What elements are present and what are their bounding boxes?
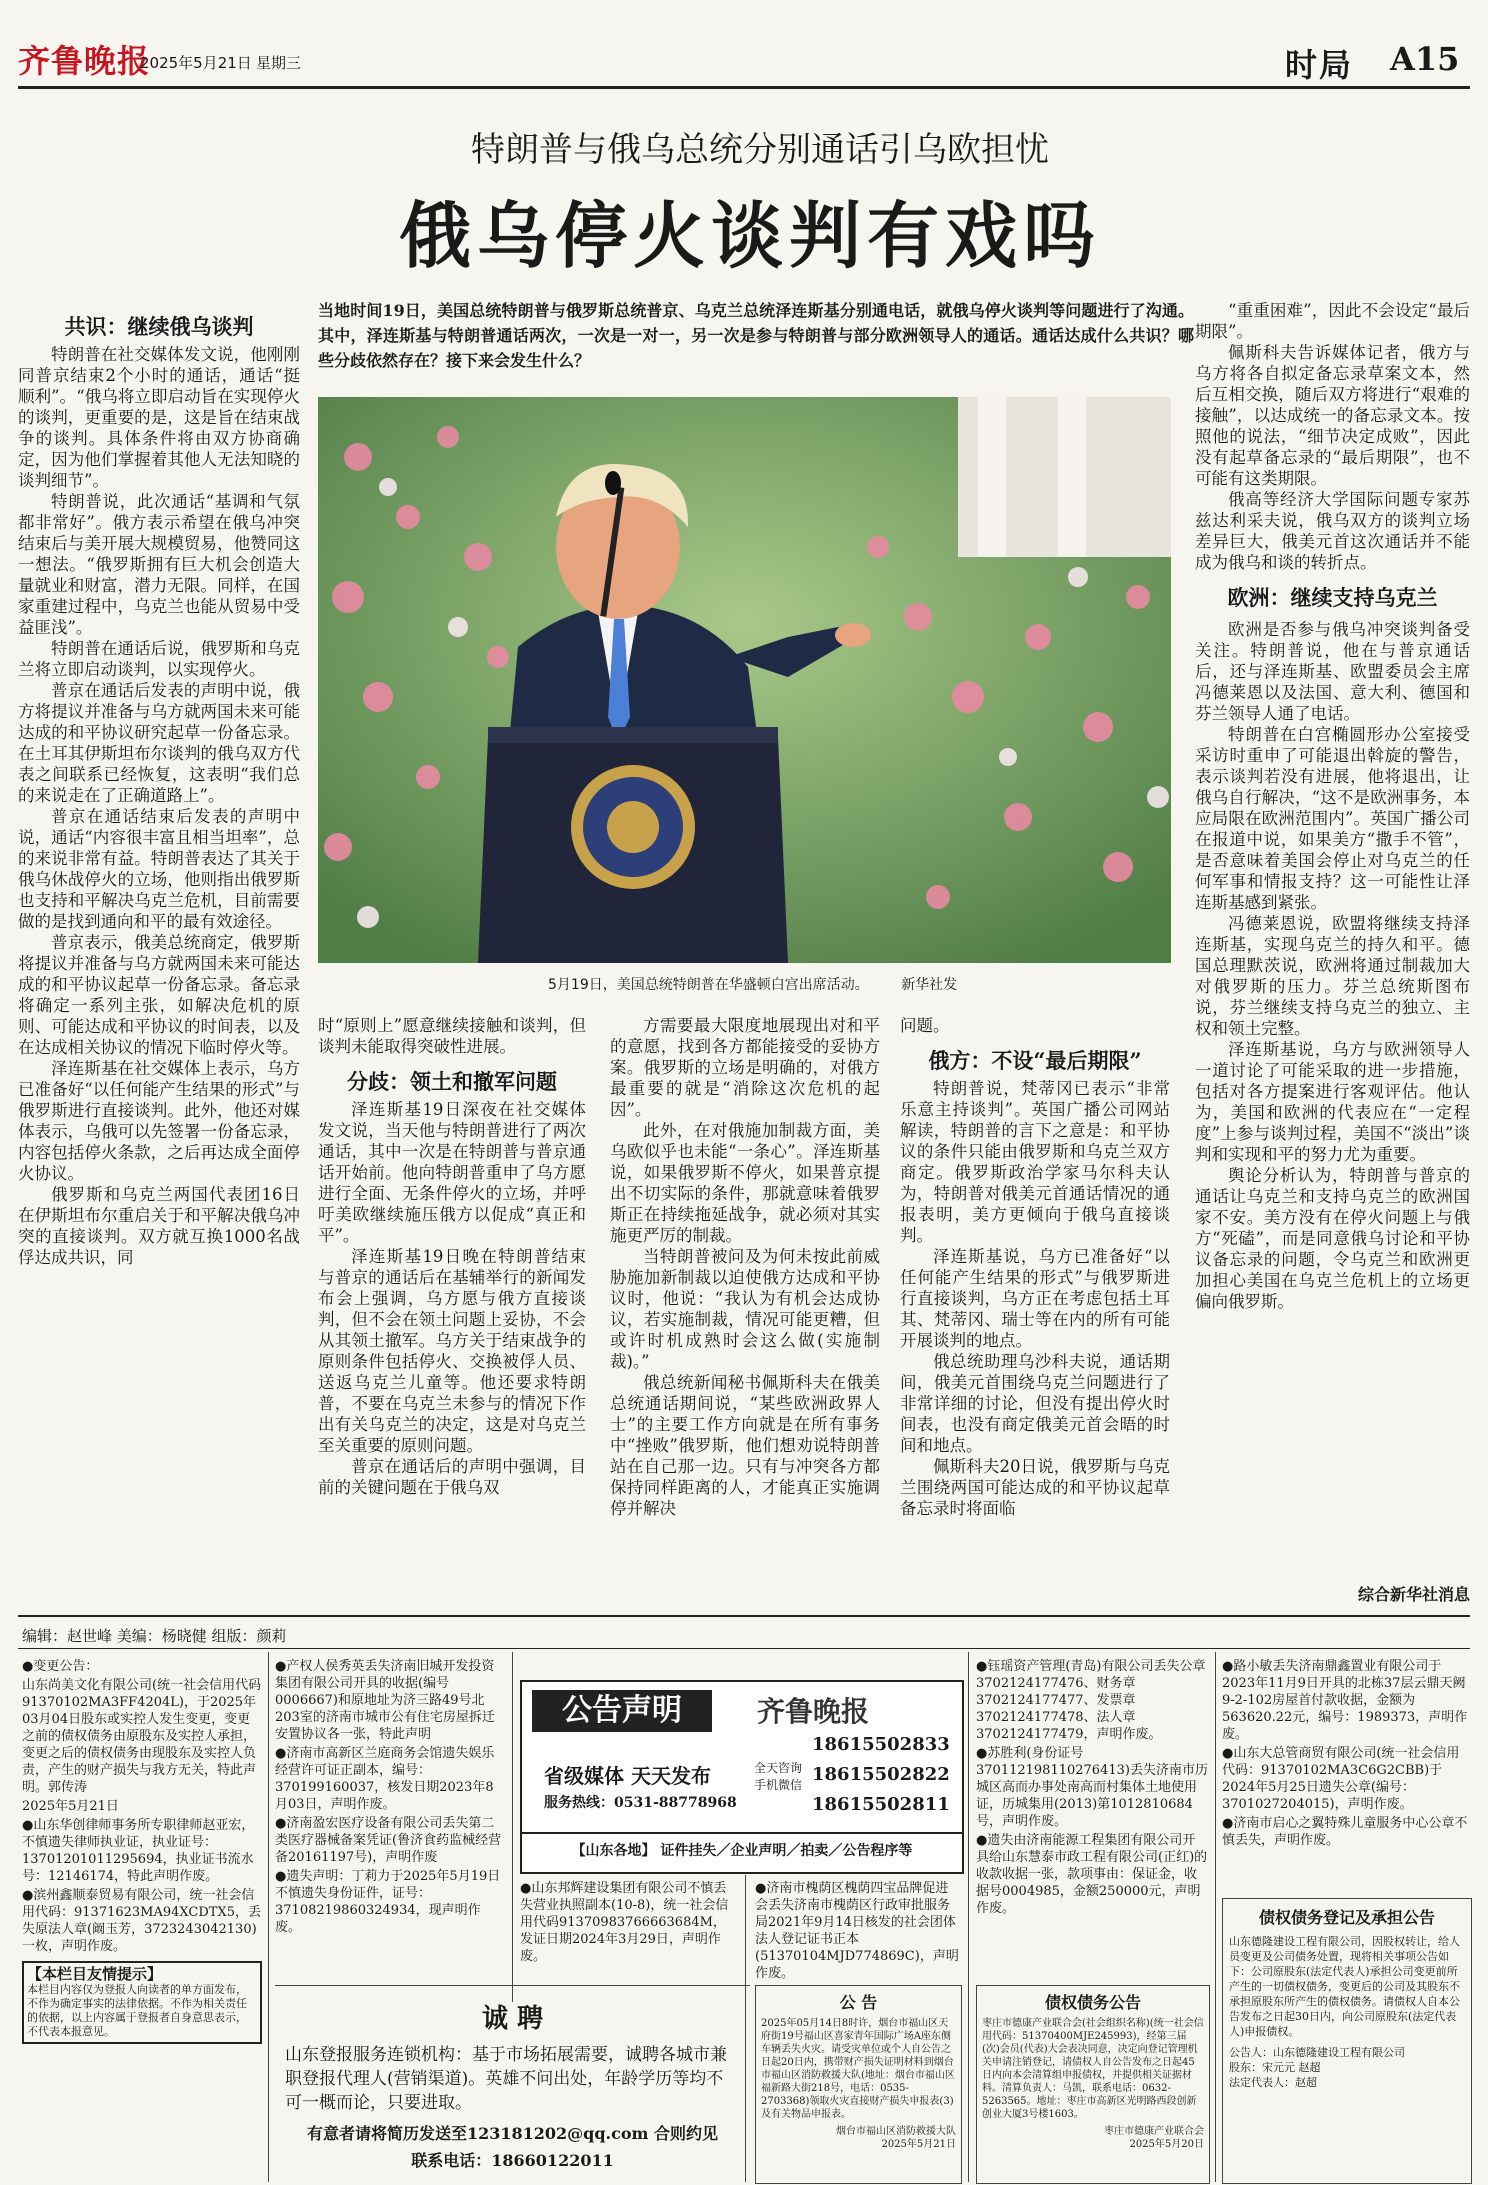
notice-ad-consult: 全天咨询 手机微信	[754, 1761, 803, 1792]
c4-paragraph: 俄总统助理乌沙科夫说，通话期间，俄美元首围绕乌克兰问题进行了非常详细的讨论，但没有提出停火时间表，也没有商定俄美元首会晤的时间和地点。	[900, 1352, 1170, 1455]
subhead-europe: 欧洲：继续支持乌克兰	[1227, 585, 1438, 610]
debt2-notice-text: 山东德隆建设工程有限公司，因股权转让，给人员变更及公司债务处置，现将相关事项公告如下：公司原股东(法定代表人)承担公司变更前所产生的一切债权债务，变更后的公司及其股东不承担原股东所产生的债权债务。请债权人自本公告发布之日起30日内，向公司原股东(法定代表人)申报债权。	[1229, 1935, 1460, 2038]
c1-paragraph: 普京表示，俄美总统商定，俄罗斯将提议并准备与乌方就两国未来可能达成的和平协议起草一份备忘录。备忘录将确定一系列主张，如解决危机的原则、可能达成和平协议的时间表，以及在达成相关协议的情况下临时停火等。	[18, 933, 300, 1057]
notice-ad-phones	[812, 1730, 950, 1820]
ads-divider	[512, 1652, 513, 2002]
c4-paragraph: 佩斯科夫20日说，俄罗斯与乌克兰围绕两国可能达成的和平协议起草备忘录时将面临	[900, 1457, 1170, 1518]
notice-ad-footer: 【山东各地】 证件挂失／企业声明／拍卖／公告程序等	[522, 1832, 962, 1868]
notice-ad-brand: 齐鲁晚报	[757, 1695, 870, 1728]
notice-box	[22, 1961, 262, 2044]
c5-paragraph: “重重困难”，因此不会设定“最后期限”。	[1195, 301, 1470, 341]
recruit-title: 诚 聘	[481, 2004, 544, 2034]
c1-paragraph: 普京在通话结束后发表的声明中说，通话“内容很丰富且相当坦率”，总的来说非常有益。特朗普表达了其关于俄乌休战停火的立场，他则指出俄罗斯也支持和平解决乌克兰危机，目前需要做的是找到通向和平的最有效途径。	[18, 807, 300, 931]
column-4-top: 问题。	[900, 1016, 950, 1035]
notice-ad-hotline: 服务热线：0531-88778968	[544, 1795, 737, 1811]
footer-rule	[18, 1615, 1470, 1617]
subhead-differences: 分歧：领土和撤军问题	[347, 1069, 557, 1094]
ads-divider	[268, 1652, 269, 2182]
ad1-paragraph: ●变更公告：	[22, 1659, 99, 1674]
c3-paragraph: 方需要最大限度地展现出对和平的意愿，找到各方都能接受的妥协方案。俄罗斯的立场是明确的，对俄方最重要的就是“消除这次危机的起因”。	[610, 1016, 880, 1119]
ad4-paragraph: ●遗失由济南能源工程集团有限公司开具给山东慧泰市政工程有限公司(正红)的收款收据一张，款项事由：保证金，收据号0004985，金额250000元，声明作废。	[976, 1833, 1208, 1916]
column-4-body	[900, 1078, 1170, 1519]
column-2-top: 时“原则上”愿意继续接触和谈判，但谈判未能取得突破性进展。	[318, 1016, 586, 1056]
c1-paragraph: 特朗普在社交媒体发文说，他刚刚同普京结束2个小时的通话，通话“挺顺利”。“俄乌将立即启动旨在实现停火的谈判，更重要的是，这是旨在结束战争的谈判。具体条件将由双方协商确定，因为他们掌握着其他人无法知晓的谈判细节”。	[18, 345, 300, 490]
c3-paragraph: 俄总统新闻秘书佩斯科夫在俄美总统通话期间说，“某些欧洲政界人士”的主要工作方向就是在所有事务中“挫败”俄罗斯，他们想劝说特朗普站在自己那一边。只有与冲突各方都保持同样距离的人，才能真正实施调停并解决	[610, 1373, 880, 1518]
ad1-paragraph: 山东尚美文化有限公司(统一社会信用代码91370102MA3FF4204L)，于2025年03月04日股东或实控人发生变更，变更之前的债权债务由原股东及实控人承担，变更之后的债权债务由现股东及实控人负责，产生的财产损失与我方无关，特此声明。郭传涛	[22, 1678, 262, 1795]
notice-text: 本栏目内容仅为登报人向读者的单方面发布，不作为确定事实的法律依据。不作为相关责任的依据，以上内容属于登报者自身意思表示，不代表本报意见。	[27, 1983, 247, 2038]
article-photo	[318, 397, 1171, 963]
section-name: 时局	[1285, 46, 1354, 84]
debt-notice-title: 债权债务公告	[1044, 1993, 1141, 2012]
debt2-notice-sign: 公告人：山东德隆建设工程有限公司 股东：宋元元 赵超 法定代表人：赵超	[1229, 2046, 1405, 2089]
debt2-notice	[1222, 1898, 1472, 2184]
debt-notice-sign: 枣庄市德康产业联合会 2025年5月20日	[1104, 2126, 1204, 2150]
ads-divider	[968, 1652, 969, 2182]
c4-paragraph: 特朗普说，梵蒂冈已表示“非常乐意主持谈判”。英国广播公司网站解读，特朗普的言下之意是：和平协议的条件只能由俄罗斯和乌克兰双方商定。俄罗斯政治学家马尔科夫认为，特朗普对俄美元首通话情况的通报表明，美方更倾向于俄乌直接谈判。	[900, 1079, 1170, 1245]
subhead-consensus: 共识：继续俄乌谈判	[64, 314, 254, 339]
issue-weekday: 星期三	[256, 54, 302, 72]
column-5-body	[1195, 300, 1470, 573]
recruit-ad	[275, 1985, 750, 2183]
column-3	[610, 1015, 880, 1519]
ad1-paragraph: ●滨州鑫顺泰贸易有限公司，统一社会信用代码：91371623MA94XCDTX5，丢失原法人章(阚玉芳，3723243042130)一枚，声明作废。	[22, 1888, 262, 1954]
article-lead: 当地时间19日，美国总统特朗普与俄罗斯总统普京、乌克兰总统泽连斯基分别通电话，就俄乌停火谈判等问题进行了沟通。其中，泽连斯基与特朗普通话两次，一次是一对一，另一次是参与特朗普与部分欧洲领导人的通话。通话达成什么共识？哪些分歧依然存在？接下来会发生什么？	[318, 301, 1194, 370]
c3-paragraph: 此外，在对俄施加制裁方面，美乌欧似乎也未能“一条心”。泽连斯基说，如果俄罗斯不停火，如果普京提出不切实际的条件，那就意味着俄罗斯正在持续拖延战争，就必须对其实施更严厉的制裁。	[610, 1121, 880, 1245]
c1-paragraph: 普京在通话后发表的声明中说，俄方将提议并准备与乌方就两国未来可能达成的和平协议研究起草一份备忘录。在土耳其伊斯坦布尔谈判的俄乌双方代表之间联系已经恢复，这表明“我们总的来说走在了正确道路上”。	[18, 681, 300, 805]
c5b-paragraph: 特朗普在白宫椭圆形办公室接受采访时重申了可能退出斡旋的警告，表示谈判若没有进展，他将退出，让俄乌自行解决，“这不是欧洲事务，本应局限在欧洲范围内”。英国广播公司在报道中说，如果美方“撒手不管”，是否意味着美国会停止对乌克兰的任何军事和情报支持？这一可能性让泽连斯基感到紧张。	[1195, 725, 1470, 912]
ad2-paragraph: ●济南市高新区兰庭商务会馆遗失娱乐经营许可证正副本，编号：370199160037，核发日期2023年8月03日，声明作废。	[275, 1746, 495, 1812]
notice-ad-phone: 18615502822	[812, 1764, 950, 1785]
issue-date: 2025年5月21日	[140, 54, 252, 72]
column-4	[900, 1015, 1170, 1519]
recruit-contact: 有意者请将简历发送至123181202@qq.com 合则约见	[306, 2124, 719, 2143]
debt-notice-text: 枣庄市德康产业联合会(社会组织名称)(统一社会信用代码：51370400MJE245993)，经第三届(次)会员(代表)大会表决同意，决定向登记管理机关申请注销登记，请债权人自公告发布之日起45日内向本会清算组申报债权，并提供相关证据材料。清算负责人：马凯，联系电话：0632-5263565。地址：枣庄市高新区光明路西段创新创业大厦3号楼1603。	[982, 2018, 1204, 2120]
ad4-paragraph: ●苏胜利(身份证号370112198110276413)丢失济南市历城区高而办事处南高而村集体土地使用证，历城集用(2013)第1012810684号，声明作废。	[976, 1746, 1208, 1829]
fire-notice-title: 公 告	[839, 1993, 878, 2012]
c1-paragraph: 泽连斯基在社交媒体上表示，乌方已准备好“以任何能产生结果的形式”与俄罗斯进行直接谈判。此外，他还对媒体表示，乌俄可以先签署一份备忘录，内容包括停火条款，之后再达成全面停火协议。	[18, 1059, 300, 1183]
c1-paragraph: 特朗普说，此次通话“基调和气氛都非常好”。俄方表示希望在俄乌冲突结束后与美开展大规模贸易，他赞同这一想法。“俄罗斯拥有巨大机会创造大量就业和财富，潜力无限。同样，在国家重建过程中，乌克兰也能从贸易中受益匪浅”。	[18, 492, 300, 637]
c3-paragraph: 当特朗普被问及为何未按此前威胁施加新制裁以迫使俄方达成和平协议时，他说：“我认为有机会达成协议，若实施制裁，情况可能更糟，但或许时机成熟时会这么做(实施制裁)。”	[610, 1247, 880, 1371]
mid-ad-2-text: ●济南市槐荫区槐荫四宝品牌促进会丢失济南市槐荫区行政审批服务局2021年9月14日核发的社会团体法人登记证书正本(51370104MJD774869C)，声明作废。	[755, 1881, 959, 1981]
column-1	[18, 310, 300, 1268]
page-number: A15	[1390, 40, 1460, 78]
c5b-paragraph: 舆论分析认为，特朗普与普京的通话让乌克兰和支持乌克兰的欧洲国家不安。美方没有在停火问题上与俄方“死磕”，而是同意俄乌讨论和平协议备忘录的问题，令乌克兰和欧洲更加担心美国在乌克兰危机上的立场更偏向俄罗斯。	[1195, 1166, 1470, 1311]
recruit-phone: 联系电话：18660122011	[411, 2151, 614, 2170]
ads-column-1	[22, 1658, 262, 2044]
c5b-paragraph: 欧洲是否参与俄乌冲突谈判备受关注。特朗普说，他在与普京通话后，还与泽连斯基、欧盟委员会主席冯德莱恩以及法国、意大利、德国和芬兰领导人通了电话。	[1195, 620, 1470, 723]
ads-column-2	[275, 1658, 505, 1938]
notice-ad-box	[520, 1680, 964, 1874]
column-3-body	[610, 1015, 880, 1519]
masthead-logo: 齐鲁晚报	[18, 42, 151, 80]
article-kicker: 特朗普与俄乌总统分别通话引乌欧担忧	[471, 130, 1049, 170]
c4-paragraph: 泽连斯基说，乌方已准备好“以任何能产生结果的形式”与俄罗斯进行直接谈判，乌方正在考虑包括土耳其、梵蒂冈、瑞士等在内的所有可能开展谈判的地点。	[900, 1247, 1170, 1350]
c1-paragraph: 特朗普在通话后说，俄罗斯和乌克兰将立即启动谈判，以实现停火。	[18, 639, 300, 679]
mid-ad-1	[520, 1880, 738, 1967]
column-5	[1195, 300, 1470, 1312]
header-rule	[18, 86, 1470, 89]
ads-divider	[1215, 1652, 1216, 2182]
c5b-paragraph: 泽连斯基说，乌方与欧洲领导人一道讨论了可能采取的进一步措施，包括对各方提案进行客观评估。他认为，美国和欧洲的代表应在“一定程度”上参与谈判过程，美国不“淡出”谈判和实现和平的努力尤为重要。	[1195, 1040, 1470, 1164]
ad2-paragraph: ●遗失声明：丁莉力于2025年5月19日不慎遗失身份证件，证号：37108219860324934，现声明作废。	[275, 1869, 501, 1935]
fire-notice	[755, 1985, 962, 2184]
photo-caption	[318, 974, 1171, 994]
notice-ad-phone: 18615502811	[812, 1794, 950, 1815]
ads-column-4	[976, 1658, 1208, 1919]
notice-ad-phone: 18615502833	[812, 1734, 950, 1755]
c2-paragraph: 泽连斯基19日晚在特朗普结束与普京的通话后在基辅举行的新闻发布会上强调，乌方愿与俄方直接谈判，但不会在领土问题上妥协，不会从其领土撤军。乌方关于结束战争的原则条件包括停火、交换被俘人员、送返乌克兰儿童等。他还要求特朗普，不要在乌克兰未参与的情况下作出有关乌克兰的决定，这是对乌克兰至关重要的原则问题。	[318, 1247, 586, 1455]
c5-paragraph: 俄高等经济大学国际问题专家苏兹达利采夫说，俄乌双方的谈判立场差异巨大，俄美元首这次通话并不能成为俄乌和谈的转折点。	[1195, 490, 1470, 572]
ad1-paragraph: ●山东华创律师事务所专职律师赵亚宏，不慎遗失律师执业证，执业证号：13701201011295694，执业证书流水号：12146174，特此声明作废。	[22, 1818, 255, 1884]
article-byline: 综合新华社消息	[1357, 1585, 1470, 1604]
notice-ad-title: 公告声明	[532, 1690, 712, 1732]
fire-notice-sign: 烟台市福山区消防救援大队 2025年5月21日	[836, 2126, 956, 2150]
caption-credit: 新华社发	[901, 977, 958, 993]
ad2-paragraph: ●济南盈宏医疗设备有限公司丢失第二类医疗器械备案凭证(鲁济食药监械经营备20161197号)，声明作废	[275, 1816, 502, 1865]
ad5-paragraph: ●路小敏丢失济南鼎鑫置业有限公司于2023年11月9日开具的北栋37层云鼎天阙9-2-102房屋首付款收据，金额为563620.22元，编号：1989373，声明作废。	[1222, 1659, 1468, 1742]
column-2	[318, 1015, 586, 1498]
column-1-body	[18, 344, 300, 1268]
c5b-paragraph: 冯德莱恩说，欧盟将继续支持泽连斯基，实现乌克兰的持久和平。德国总理默茨说，欧洲将通过制裁加大对俄罗斯的压力。芬兰总统斯图布说，芬兰继续支持乌克兰的独立、主权和领土完整。	[1195, 914, 1470, 1038]
ad2-paragraph: ●产权人侯秀英丢失济南旧城开发投资集团有限公司开具的收据(编号0006667)和原地址为济三路49号北203室的济南市城市公有住宅房屋拆迁安置协议各一张，特此声明	[275, 1659, 495, 1742]
editors-line: 编辑：赵世峰 美编：杨晓健 组版：颜莉	[22, 1627, 287, 1645]
ad4-paragraph: ●钰瑶资产管理(青岛)有限公司丢失公章3702124177476、财务章3702124177477、发票章3702124177478、法人章3702124177479，声明作废。	[976, 1659, 1206, 1742]
recruit-text: 山东登报服务连锁机构：基于市场拓展需要，诚聘各城市兼职登报代理人(营销渠道)。英雄不问出处，年龄学历等均不可一概而论，只要进取。	[285, 2045, 727, 2113]
debt-notice	[976, 1985, 1210, 2184]
ad5-paragraph: ●山东大总管商贸有限公司(统一社会信用代码：91370102MA3C6G2CBB)于2024年5月25日遗失公章(编号：3701027204015)，声明作废。	[1222, 1746, 1460, 1812]
subhead-russia: 俄方：不设“最后期限”	[928, 1048, 1142, 1073]
column-5b-body	[1195, 619, 1470, 1312]
mid-ad-2	[755, 1880, 960, 1984]
article-headline: 俄乌停火谈判有戏吗	[398, 193, 1101, 278]
c5-paragraph: 佩斯科夫告诉媒体记者，俄方与乌方将各自拟定备忘录草案文本，然后互相交换，随后双方将进行“艰难的接触”，以达成统一的备忘录文本。按照他的说法，“细节决定成败”，因此没有起草备忘录的“最后期限”，也不可能有这类期限。	[1195, 343, 1470, 488]
c1-paragraph: 俄罗斯和乌克兰两国代表团16日在伊斯坦布尔重启关于和平解决俄乌冲突的直接谈判。双方就互换1000名战俘达成共识，同	[18, 1185, 300, 1267]
c2-paragraph: 普京在通话后的声明中强调，目前的关键问题在于俄乌双	[318, 1457, 586, 1497]
notice-title: 【本栏目友情提示】	[27, 1965, 163, 1983]
column-2-body	[318, 1099, 586, 1498]
ad5-paragraph: ●济南市启心之翼特殊儿童服务中心公章不慎丢失，声明作废。	[1222, 1816, 1468, 1848]
c2-paragraph: 泽连斯基19日深夜在社交媒体发文说，当天他与特朗普进行了两次通话，其中一次是在特朗普与普京通话开始前。他向特朗普重申了乌方愿进行全面、无条件停火的立场，并呼吁美欧继续施压俄方以促成“真正和平”。	[318, 1100, 586, 1245]
ads-top-rule	[18, 1648, 1470, 1649]
ads-column-5	[1222, 1658, 1470, 1851]
notice-ad-slogan: 省级媒体 天天发布	[544, 1764, 711, 1788]
ad1-paragraph: 2025年5月21日	[22, 1799, 119, 1814]
debt2-notice-title: 债权债务登记及承担公告	[1258, 1908, 1435, 1927]
caption-text: 5月19日，美国总统特朗普在华盛顿白宫出席活动。	[548, 977, 869, 993]
fire-notice-text: 2025年05月14日8时许，烟台市福山区天府街19号福山区喜家青年国际广场A座东侧车辆丢失火灾。请受灾单位或个人自公告之日起20日内，携带财产损失证明材料到烟台市福山区消防救援大队(地址：烟台市福山区福新路大街218号，电话：0535-2703368)领取火灾直接财产损失申报表(3)及有关物品申报表。	[761, 2018, 955, 2120]
mid-ad-1-text: ●山东邦辉建设集团有限公司不慎丢失营业执照副本(10-8)，统一社会信用代码91370983766663684M，发证日期2024年3月29日，声明作废。	[520, 1881, 729, 1964]
